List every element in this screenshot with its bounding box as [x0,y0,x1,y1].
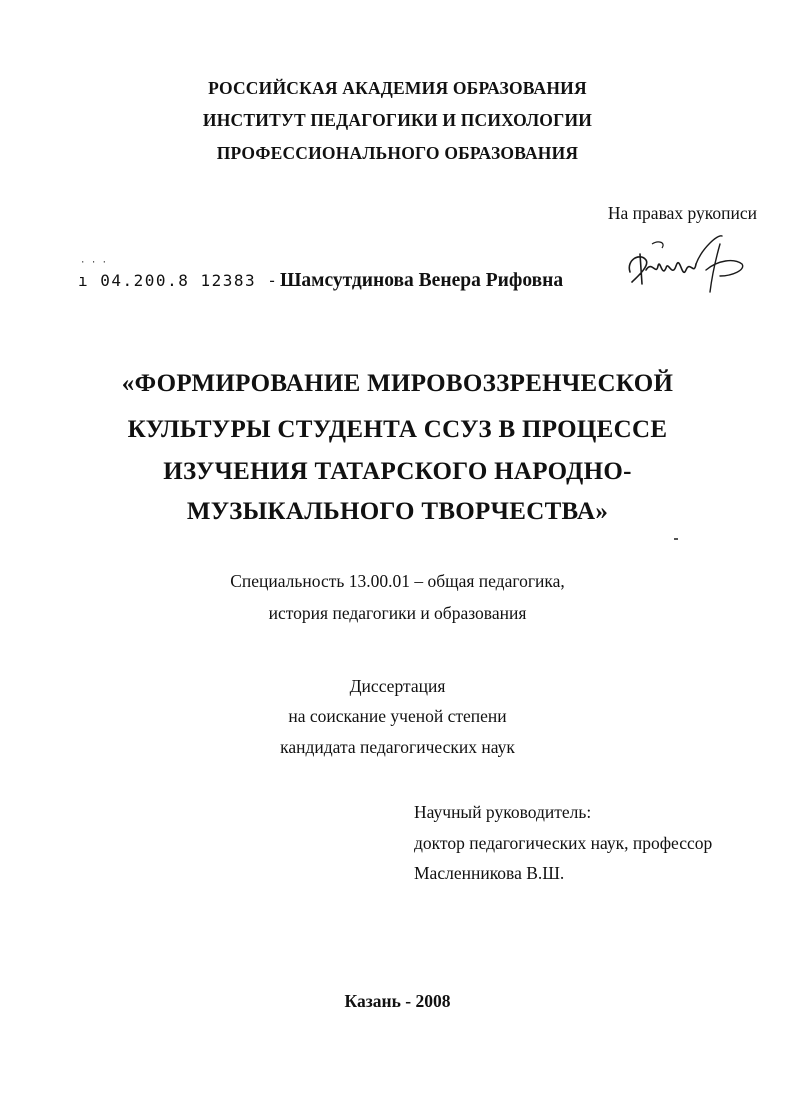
title-line-1: «ФОРМИРОВАНИЕ МИРОВОЗЗРЕНЧЕСКОЙ [121,370,674,397]
degree-line-1: Диссертация [349,676,446,696]
author-name: Шамсутдинова Венера Рифовна [280,270,564,291]
institution-line-2: ИНСТИТУТ ПЕДАГОГИКИ И ПСИХОЛОГИИ [202,110,593,130]
catalog-mark-dots: · · · [80,258,108,268]
institution-line-1: РОССИЙСКАЯ АКАДЕМИЯ ОБРАЗОВАНИЯ [208,78,587,98]
handwritten-signature [622,230,752,305]
specialty-line-1: Специальность 13.00.01 – общая педагогика, [230,571,565,591]
city-year: Казань - 2008 [344,991,451,1011]
title-line-4: МУЗЫКАЛЬНОГО ТВОРЧЕСТВА» [186,498,609,525]
catalog-number: ı 04.200.8 12383 - [78,271,279,290]
degree-line-2: на соискание ученой степени [288,706,507,726]
specialty-line-2: история педагогики и образования [268,603,527,623]
supervisor-label: Научный руководитель: [414,802,592,822]
degree-line-3: кандидата педагогических наук [280,737,515,757]
manuscript-rights-note: На правах рукописи [607,203,757,223]
title-line-3: ИЗУЧЕНИЯ ТАТАРСКОГО НАРОДНО- [163,458,632,485]
scan-speck [674,538,678,540]
supervisor-name: Масленникова В.Ш. [414,863,565,883]
title-line-2: КУЛЬТУРЫ СТУДЕНТА ССУЗ В ПРОЦЕССЕ [127,416,668,443]
institution-line-3: ПРОФЕССИОНАЛЬНОГО ОБРАЗОВАНИЯ [216,143,579,163]
supervisor-position: доктор педагогических наук, профессор [414,833,713,853]
